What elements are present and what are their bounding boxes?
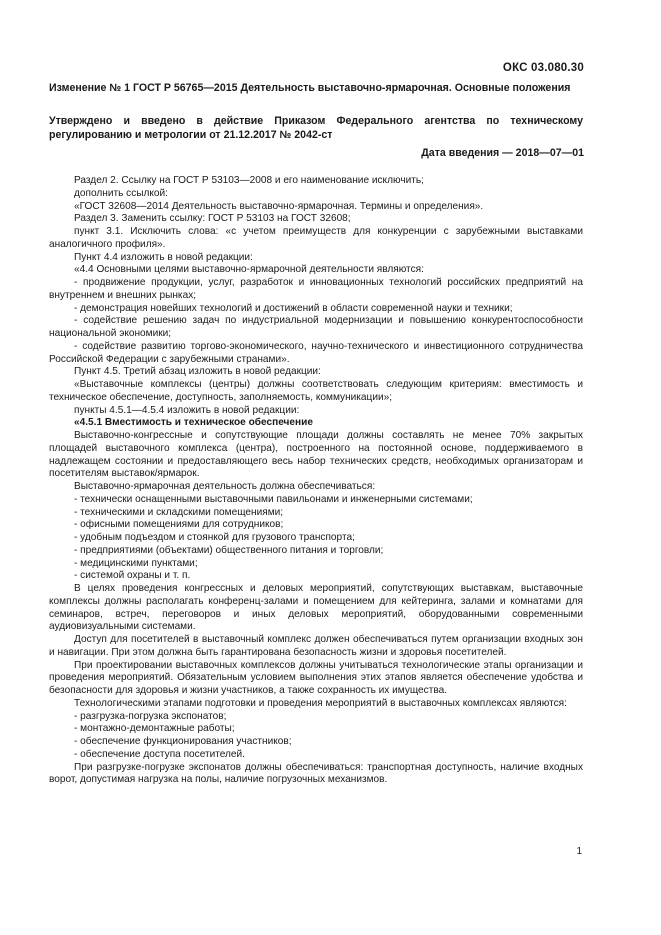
body-paragraph: При разгрузке-погрузке экспонатов должны обеспечиваться: транспортная доступность, наличие входных ворот, допустимая нагрузка на полы, наличие погрузочных механизмов. <box>49 761 583 786</box>
body-paragraph: - техническими и складскими помещениями; <box>74 506 284 518</box>
body-paragraph: пункты 4.5.1—4.5.4 изложить в новой редакции: <box>74 404 300 416</box>
amendment-title: Изменение № 1 ГОСТ Р 56765—2015 Деятельность выставочно-ярмарочная. Основные положения <box>49 82 571 94</box>
body-paragraph: «4.5.1 Вместимость и техническое обеспечение <box>74 417 313 429</box>
body-paragraph: - медицинскими пунктами; <box>74 557 198 569</box>
body-paragraph: - обеспечение доступа посетителей. <box>74 748 245 760</box>
body-paragraph: «ГОСТ 32608—2014 Деятельность выставочно-ярмарочная. Термины и определения». <box>74 200 484 212</box>
body-paragraph: - офисными помещениями для сотрудников; <box>74 519 284 531</box>
document-body <box>49 175 583 787</box>
body-paragraph: - удобным подъездом и стоянкой для грузового транспорта; <box>74 532 355 543</box>
body-paragraph: пункт 3.1. Исключить слова: «с учетом преимуществ для конкуренции с зарубежными выставками аналогичного профиля». <box>49 226 583 250</box>
body-paragraph: «Выставочные комплексы (центры) должны соответствовать следующим критериям: вместимость и техническое обеспечение, доступность, заполняемость, коммуникации»; <box>49 379 583 403</box>
body-paragraph: В целях проведения конгрессных и деловых мероприятий, сопутствующих выставкам, выставочные комплексы должны располагать конференц-залами и помещением для кейтеринга, залами и комнатами для семинаров, встреч, переговоров и иных деловых мероприятий, оборудованными современными аудиовизуальными системами. <box>49 583 583 633</box>
body-paragraph: Выставочно-конгрессные и сопутствующие площади должны составлять не менее 70% закрытых площадей выставочного комплекса (центра), построенного на постоянной основе, поддерживаемого в надлежащем состоянии и предоставляющего весь набор технических средств, необходимых организаторам и посетителям выставок/ярмарок. <box>49 430 583 480</box>
body-paragraph: - продвижение продукции, услуг, разработок и инновационных технологий российских предприятий на внутреннем и внешних рынках; <box>49 277 583 301</box>
body-paragraph: - разгрузка-погрузка экспонатов; <box>74 710 227 722</box>
body-paragraph: Выставочно-ярмарочная деятельность должна обеспечиваться: <box>74 481 376 492</box>
approval-statement: Утверждено и введено в действие Приказом Федерального агентства по техническому регулированию и метрологии от 21.12.2017 № 2042-ст <box>49 115 583 141</box>
body-paragraph: Доступ для посетителей в выставочный комплекс должен обеспечиваться путем организации входных зон и навигации. При этом должна быть гарантирована безопасность жизни и здоровья посетителей. <box>49 634 583 658</box>
body-paragraph: При проектировании выставочных комплексов должны учитываться технологические этапы организации и проведения мероприятий. Обязательным условием выполнения этих этапов является обеспечение удобства и безопасности для здоровья и жизни участников, а также сохранность их имущества. <box>49 659 583 696</box>
body-paragraph: - содействие развитию торгово-экономического, научно-технического и инвестиционного сотрудничества Российской Федерации с зарубежными странами». <box>49 340 583 365</box>
body-paragraph: «4.4 Основными целями выставочно-ярмарочной деятельности являются: <box>74 264 424 276</box>
page-number: 1 <box>576 846 582 857</box>
body-paragraph: Технологическими этапами подготовки и проведения мероприятий в выставочных комплексах являются: <box>74 697 567 709</box>
body-paragraph: Раздел 2. Ссылку на ГОСТ Р 53103—2008 и его наименование исключить; <box>74 175 424 186</box>
body-paragraph: - обеспечение функционирования участников; <box>74 736 292 747</box>
body-paragraph: - демонстрация новейших технологий и достижений в области современной науки и техники; <box>74 302 513 314</box>
body-paragraph: - системой охраны и т. п. <box>74 570 191 582</box>
body-paragraph: - технически оснащенными выставочными павильонами и инженерными системами; <box>74 493 473 505</box>
body-paragraph: - монтажно-демонтажные работы; <box>74 723 235 735</box>
body-paragraph: - предприятиями (объектами) общественного питания и торговли; <box>74 544 384 556</box>
classification-code: ОКС 03.080.30 <box>502 62 584 74</box>
body-paragraph: Пункт 4.5. Третий абзац изложить в новой редакции: <box>74 366 321 378</box>
body-paragraph: дополнить ссылкой: <box>74 187 168 199</box>
effective-date: Дата введения — 2018—07—01 <box>421 147 584 159</box>
body-paragraph: Раздел 3. Заменить ссылку: ГОСТ Р 53103 на ГОСТ 32608; <box>74 213 351 225</box>
body-paragraph: Пункт 4.4 изложить в новой редакции: <box>74 251 253 263</box>
body-paragraph: - содействие решению задач по индустриальной модернизации и повышению конкурентоспособности национальной экономики; <box>49 315 583 339</box>
